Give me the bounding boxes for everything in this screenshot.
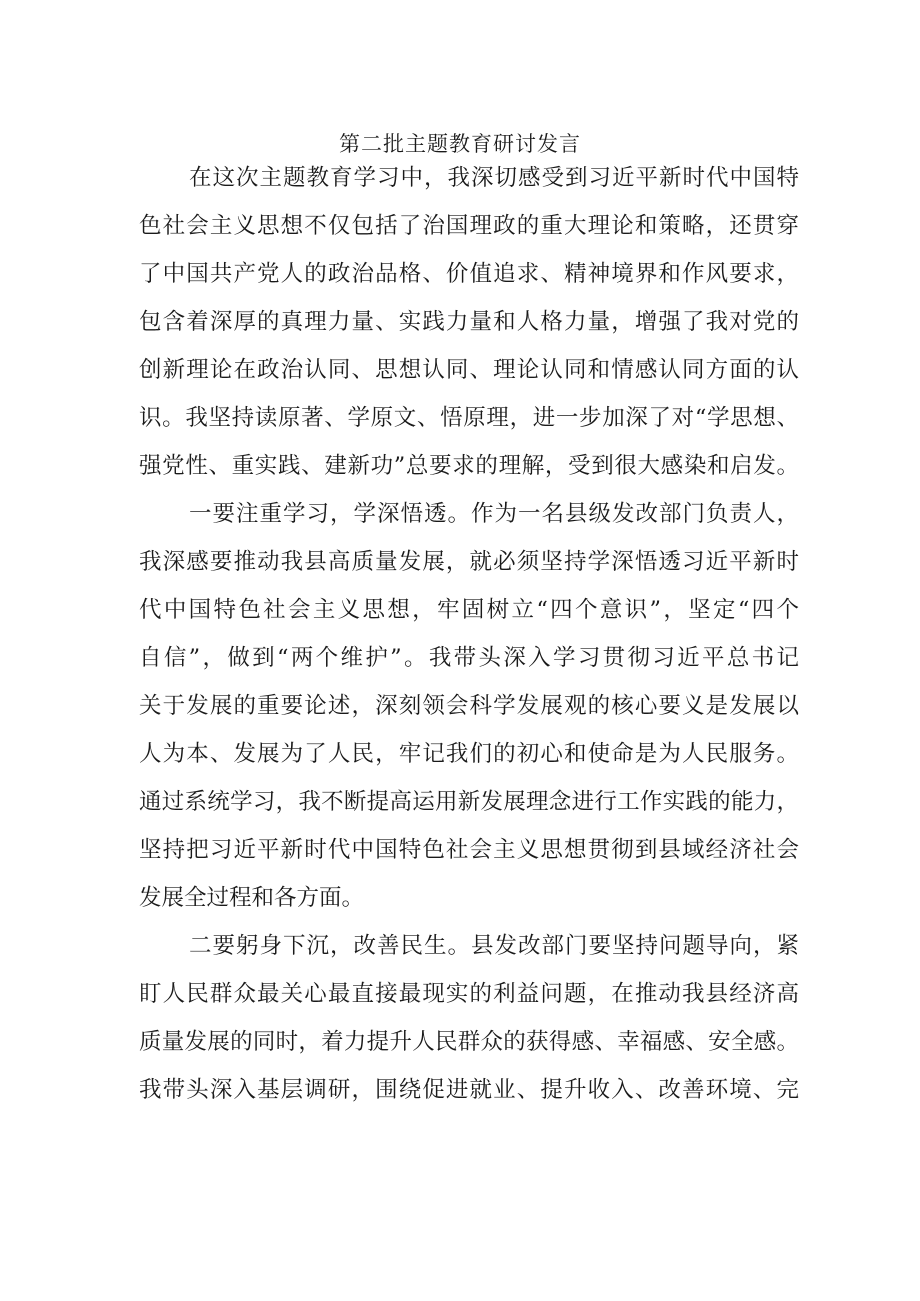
text-line: 了中国共产党人的政治品格、价值追求、精神境界和作风要求， [139,261,799,287]
text-line: 创新理论在政治认同、思想认同、理论认同和情感认同方面的认 [139,357,799,383]
text-line: 包含着深厚的真理力量、实践力量和人格力量，增强了我对党的 [139,309,799,335]
text-line: 关于发展的重要论述，深刻领会科学发展观的核心要义是发展以 [139,693,799,719]
text-line: 色社会主义思想不仅包括了治国理政的重大理论和策略，还贯穿 [139,213,799,239]
text-line: 代中国特色社会主义思想，牢固树立“四个意识”，坚定“四个 [139,597,799,623]
document-title: 第二批主题教育研讨发言 [339,132,581,156]
text-line: 通过系统学习，我不断提高运用新发展理念进行工作实践的能力， [139,789,799,815]
text-line: 发展全过程和各方面。 [139,885,365,911]
text-line: 盯人民群众最关心最直接最现实的利益问题，在推动我县经济高 [139,981,799,1007]
text-line: 坚持把习近平新时代中国特色社会主义思想贯彻到县域经济社会 [139,837,799,863]
text-line: 识。我坚持读原著、学原文、悟原理，进一步加深了对“学思想、 [139,405,799,431]
text-line: 强党性、重实践、建新功”总要求的理解，受到很大感染和启发。 [139,453,799,479]
text-line: 我深感要推动我县高质量发展，就必须坚持学深悟透习近平新时 [139,549,799,575]
text-line: 二要躬身下沉，改善民生。县发改部门要坚持问题导向，紧 [189,933,799,959]
text-line: 自信”，做到“两个维护”。我带头深入学习贯彻习近平总书记 [139,645,799,671]
text-line: 人为本、发展为了人民，牢记我们的初心和使命是为人民服务。 [139,741,799,767]
text-line: 一要注重学习，学深悟透。作为一名县级发改部门负责人， [189,501,799,527]
text-line: 质量发展的同时，着力提升人民群众的获得感、幸福感、安全感。 [139,1029,799,1055]
text-line: 在这次主题教育学习中，我深切感受到习近平新时代中国特 [189,165,799,191]
text-line: 我带头深入基层调研，围绕促进就业、提升收入、改善环境、完 [139,1077,799,1103]
